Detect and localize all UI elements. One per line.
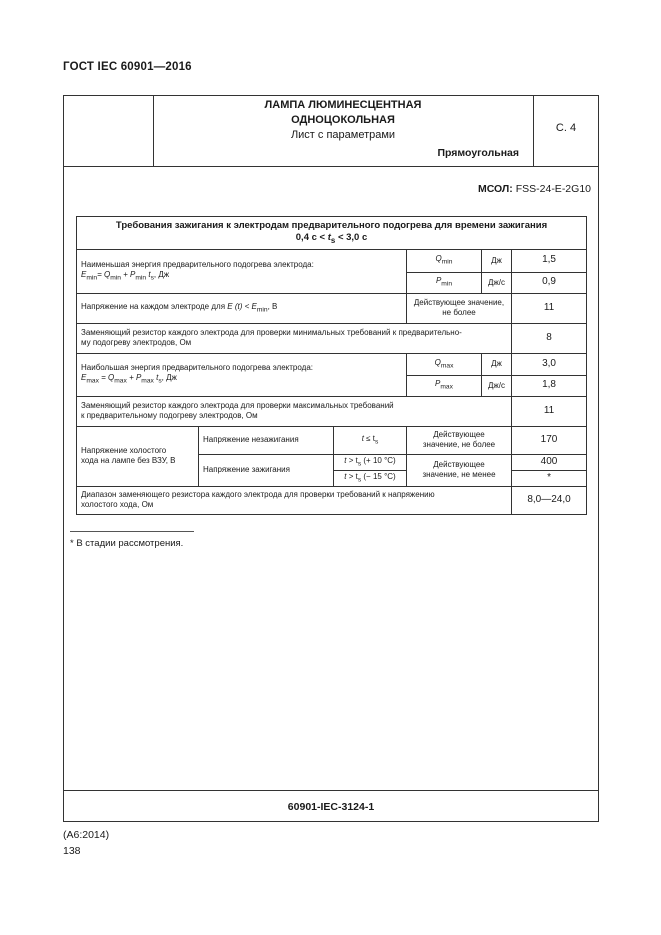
footnote: * В стадии рассмотрения. bbox=[70, 538, 184, 549]
table-header-row bbox=[77, 217, 587, 250]
ignition-value-type: Действующее значение, не менее bbox=[407, 454, 512, 486]
pmax-symbol: $P_{max}$ bbox=[407, 375, 482, 396]
min-resistor-value: 8 bbox=[512, 323, 587, 353]
qmax-symbol: $Q_{max}$ bbox=[407, 353, 482, 375]
title-line-2: ОДНОЦОКОЛЬНАЯ bbox=[291, 114, 395, 126]
msol-value: FSS-24-E-2G10 bbox=[515, 183, 591, 195]
table-row bbox=[77, 353, 587, 375]
table-row bbox=[77, 396, 587, 426]
electrode-voltage-value: 11 bbox=[512, 293, 587, 323]
qmin-symbol: $Q_{min}$ bbox=[407, 249, 482, 272]
pmin-symbol: $P_{min}$ bbox=[407, 272, 482, 293]
qmax-value: 3,0 bbox=[512, 353, 587, 375]
amendment-note: (А6:2014) bbox=[63, 829, 110, 841]
sheet-number: С. 4 bbox=[555, 122, 577, 134]
msol-label: МСОЛ: bbox=[477, 183, 513, 195]
ignition-value-minus15: * bbox=[512, 470, 587, 486]
max-resistor-label: Заменяющий резистор каждого электрода для проверки максимальных требований к предварительному подогреву электродов, Ом bbox=[77, 396, 512, 426]
pmin-value: 0,9 bbox=[512, 272, 587, 293]
non-ignition-condition: $t \le t_s$ bbox=[334, 426, 407, 454]
open-circuit-voltage-label: Напряжение холостого хода на лампе без ВЗУ, В bbox=[77, 426, 199, 486]
pmax-unit: Дж/с bbox=[482, 375, 512, 396]
table-row bbox=[77, 323, 587, 353]
min-resistor-label: Заменяющий резистор каждого электрода для проверки минимальных требований к предварительно- му подогреву электродов, Ом bbox=[77, 323, 512, 353]
bottom-box-divider bbox=[63, 790, 599, 791]
non-ignition-value: 170 bbox=[512, 426, 587, 454]
non-ignition-value-type: Действующее значение, не более bbox=[407, 426, 512, 454]
max-energy-label: Наибольшая энергия предварительного подогрева электрода: $E_{max} = Q_{max} + P_{max}$ $t_s$, Дж bbox=[77, 353, 407, 396]
footnote-divider bbox=[70, 531, 194, 532]
ignition-condition-plus10: $t > t_s$ (+ 10 °С) bbox=[334, 454, 407, 470]
ignition-condition-minus15: $t > t_s$ (− 15 °С) bbox=[334, 470, 407, 486]
msol-code bbox=[380, 183, 591, 195]
resistor-range-label: Диапазон заменяющего резистора каждого электрода для проверки требований к напряжению холостого хода, Ом bbox=[77, 486, 512, 514]
min-energy-label: Наименьшая энергия предварительного подогрева электрода: $E_{min}= Q_{min} + P_{min}$ $t_s$, Дж bbox=[77, 249, 407, 293]
electrode-voltage-label: Напряжение на каждом электроде для E $(t) < E_{min}$, В bbox=[77, 293, 407, 323]
table-row bbox=[77, 293, 587, 323]
table-row bbox=[77, 486, 587, 514]
frame-left-line bbox=[63, 95, 64, 822]
frame-right-line bbox=[598, 95, 599, 822]
document-code: 60901-IEC-3124-1 bbox=[287, 801, 375, 813]
table-heading: Требования зажигания к электродам предварительного подогрева для времени зажигания 0,4 $с < t_s < 3,0$ с bbox=[77, 217, 587, 250]
max-resistor-value: 11 bbox=[512, 396, 587, 426]
electrode-voltage-condition: Действующее значение, не более bbox=[407, 293, 512, 323]
ignition-requirements-table bbox=[76, 216, 587, 515]
ignition-value-plus10: 400 bbox=[512, 454, 587, 470]
standard-header: ГОСТ IEC 60901—2016 bbox=[63, 61, 192, 73]
resistor-range-value: 8,0—24,0 bbox=[512, 486, 587, 514]
ignition-voltage-label: Напряжение зажигания bbox=[199, 454, 334, 486]
title-line-4: Прямоугольная bbox=[437, 147, 519, 159]
pmax-value: 1,8 bbox=[512, 375, 587, 396]
qmin-unit: Дж bbox=[482, 249, 512, 272]
qmax-unit: Дж bbox=[482, 353, 512, 375]
page-number: 138 bbox=[63, 845, 81, 857]
frame-bottom-line bbox=[63, 821, 599, 822]
title-line-3: Лист с параметрами bbox=[290, 129, 396, 141]
non-ignition-voltage-label: Напряжение незажигания bbox=[199, 426, 334, 454]
pmin-unit: Дж/с bbox=[482, 272, 512, 293]
title-line-1: ЛАМПА ЛЮМИНЕСЦЕНТНАЯ bbox=[264, 99, 422, 111]
table-row bbox=[77, 249, 587, 272]
qmin-value: 1,5 bbox=[512, 249, 587, 272]
table-row bbox=[77, 426, 587, 454]
